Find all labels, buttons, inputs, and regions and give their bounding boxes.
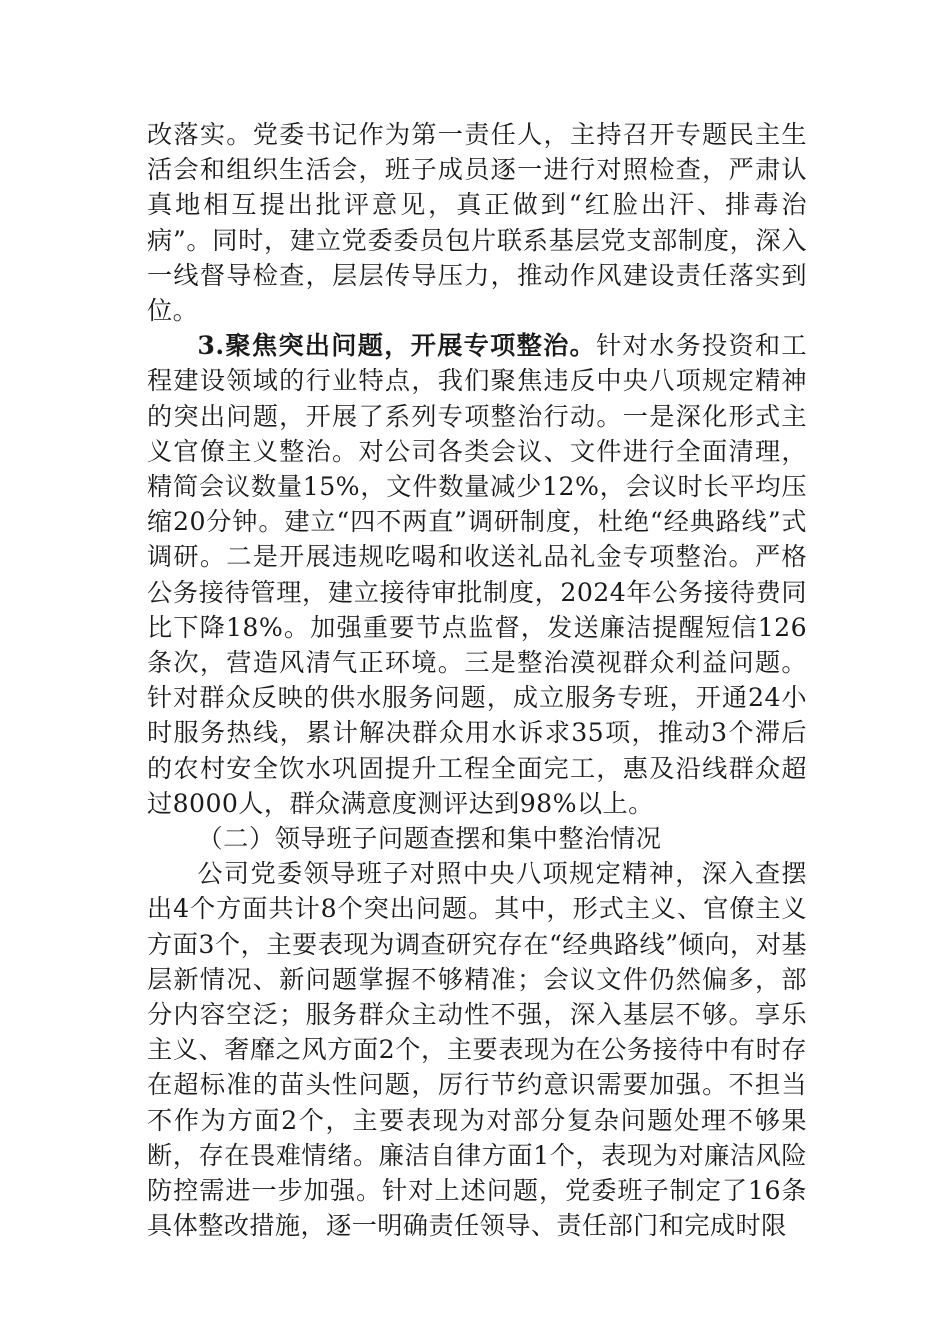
section-heading: （二）领导班子问题查摆和集中整治情况 [197, 824, 662, 854]
paragraph-special-rectification [147, 328, 807, 821]
paragraph-lead-heading: 3.聚焦突出问题，开展专项整治。 [197, 330, 597, 361]
paragraph-body: 针对水务投资和工程建设领域的行业特点，我们聚焦违反中央八项规定精神的突出问题，开展了系列专项整治行动。一是深化形式主义官僚主义整治。对公司各类会议、文件进行全面清理，精简会议数量15%，文件数量减少12%，会议时长平均压缩20分钟。建立“四不两直”调研制度，杜绝“经典路线”式调研。二是开展违规吃喝和收送礼品礼金专项整治。严格公务接待管理，建立接待审批制度，2024年公务接待费同比下降18%。加强重要节点监督，发送廉洁提醒短信126条次，营造风清气正环境。三是整治漠视群众利益问题。针对群众反映的供水服务问题，成立服务专班，开通24小时服务热线，累计解决群众用水诉求35项，推动3个滞后的农村安全饮水巩固提升工程全面完工，惠及沿线群众超过8000人，群众满意度测评达到98%以上。 [147, 331, 807, 818]
paragraph-leadership-issues: 公司党委领导班子对照中央八项规定精神，深入查摆出4个方面共计8个突出问题。其中，形式主义、官僚主义方面3个，主要表现为调查研究存在“经典路线”倾向，对基层新情况、新问题掌握不够精准；会议文件仍然偏多，部分内容空泛；服务群众主动性不强，深入基层不够。享乐主义、奢靡之风方面2个，主要表现为在公务接待中有时存在超标准的苗头性问题，厉行节约意识需要加强。不担当不作为方面2个，主要表现为对部分复杂问题处理不够果断，存在畏难情绪。廉洁自律方面1个，表现为对廉洁风险防控需进一步加强。针对上述问题，党委班子制定了16条具体整改措施，逐一明确责任领导、责任部门和完成时限 [147, 859, 807, 1241]
paragraph-continuation: 改落实。党委书记作为第一责任人，主持召开专题民主生活会和组织生活会，班子成员逐一进行对照检查，严肃认真地相互提出批评意见，真正做到“红脸出汗、排毒治病”。同时，建立党委委员包片联系基层党支部制度，深入一线督导检查，层层传导压力，推动作风建设责任落实到位。 [147, 120, 807, 326]
document-page [147, 117, 807, 1244]
